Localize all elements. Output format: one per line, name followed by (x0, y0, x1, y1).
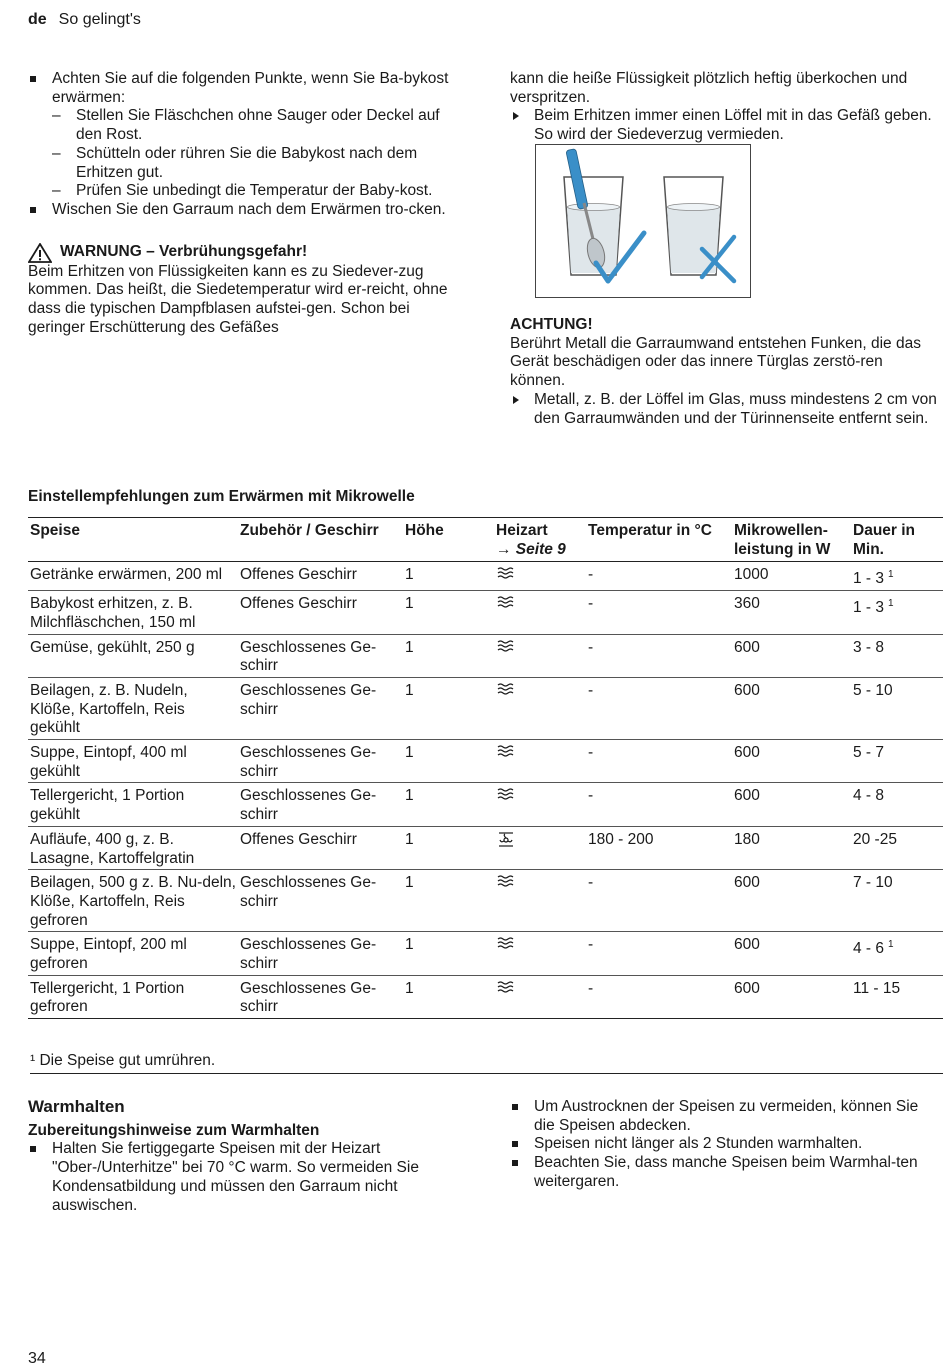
heating-cell (494, 740, 586, 783)
duration-cell (851, 975, 943, 1018)
duration-value: 4 - 6 (853, 940, 885, 958)
table-row (28, 783, 943, 826)
duration-cell (851, 783, 943, 826)
temp-cell: - (586, 932, 732, 975)
list-item: Metall, z. B. der Löffel im Glas, muss mindestens 2 cm von den Garraumwänden und der Türinnenseite entfernt sein. (510, 391, 942, 428)
illustration-svg (536, 145, 749, 296)
microwave-icon (496, 639, 518, 659)
list-item: – Schütteln oder rühren Sie die Babykost nach dem Erhitzen gut. (52, 145, 460, 182)
heating-cell (494, 826, 586, 869)
temp-cell: - (586, 562, 732, 591)
table-row (28, 932, 943, 975)
accessory-cell: Geschlossenes Ge-schirr (238, 932, 403, 975)
table-header-row (28, 518, 943, 562)
duration-cell (851, 826, 943, 869)
header-title: So gelingt's (58, 11, 141, 28)
dish-cell: Tellergericht, 1 Portion gefroren (28, 975, 238, 1018)
list-item: Halten Sie fertiggegarte Speisen mit der Heizart "Ober-/Unterhitze" bei 70 °C warm. So vermeiden Sie Kondensatbildung und müssen den Garraum nicht auswischen. (28, 1140, 460, 1215)
duration-value: 4 - 8 (853, 787, 885, 805)
dish-cell: Suppe, Eintopf, 200 ml gefroren (28, 932, 238, 975)
dish-cell: Getränke erwärmen, 200 ml (28, 562, 238, 591)
caution-text: Berührt Metall die Garraumwand entstehen Funken, die das Gerät beschädigen oder das innere Türglas zerstö-ren können. (510, 334, 921, 390)
footnote-marker: 1 (888, 939, 894, 951)
duration-cell (851, 591, 943, 634)
accessory-cell: Offenes Geschirr (238, 562, 403, 591)
duration-cell (851, 740, 943, 783)
power-cell: 360 (732, 591, 851, 634)
baby-food-list (28, 70, 460, 220)
dish-cell: Tellergericht, 1 Portion gekühlt (28, 783, 238, 826)
temp-cell: - (586, 740, 732, 783)
warning-action-list (510, 107, 942, 144)
list-item: Speisen nicht länger als 2 Stunden warmhalten. (510, 1135, 942, 1154)
list-item: – Stellen Sie Fläschchen ohne Sauger oder Deckel auf den Rost. (52, 107, 460, 144)
accessory-cell: Geschlossenes Ge-schirr (238, 783, 403, 826)
power-cell: 1000 (732, 562, 851, 591)
level-cell: 1 (403, 975, 494, 1018)
language-tag: de (28, 11, 47, 28)
level-cell: 1 (403, 562, 494, 591)
temp-cell: - (586, 870, 732, 932)
duration-cell (851, 870, 943, 932)
accessory-cell: Geschlossenes Ge-schirr (238, 975, 403, 1018)
heating-cell (494, 932, 586, 975)
accessory-cell: Geschlossenes Ge-schirr (238, 740, 403, 783)
list-item: – Prüfen Sie unbedingt die Temperatur der Baby-kost. (52, 182, 460, 201)
dish-cell: Beilagen, 500 g z. B. Nu-deln, Klöße, Kartoffeln, Reis gefroren (28, 870, 238, 932)
dish-cell: Beilagen, z. B. Nudeln, Klöße, Kartoffeln, Reis gekühlt (28, 677, 238, 739)
level-cell: 1 (403, 826, 494, 869)
warning-triangle-icon (28, 243, 52, 263)
level-cell: 1 (403, 870, 494, 932)
microwave-icon (496, 744, 518, 764)
table-row (28, 740, 943, 783)
heating-cell (494, 677, 586, 739)
warmhalten-list-left (28, 1140, 460, 1215)
col-header-duration: Dauer in Min. (851, 518, 943, 562)
table-body (28, 562, 943, 1019)
level-cell: 1 (403, 783, 494, 826)
heating-cell (494, 634, 586, 677)
duration-value: 5 - 10 (853, 681, 893, 699)
microwave-icon (496, 682, 518, 702)
table-footnote: ¹ Die Speise gut umrühren. (30, 1052, 943, 1074)
recommendation-table (28, 517, 943, 1019)
table-title: Einstellempfehlungen zum Erwärmen mit Mikrowelle (28, 488, 415, 505)
duration-cell (851, 562, 943, 591)
table-row (28, 634, 943, 677)
duration-cell (851, 634, 943, 677)
level-cell: 1 (403, 932, 494, 975)
col-header-heating: Heizart → Seite 9 (494, 518, 586, 562)
footnote-marker: 1 (888, 569, 894, 581)
power-cell: 600 (732, 783, 851, 826)
warmhalten-list-right (510, 1098, 942, 1192)
duration-value: 1 - 3 (853, 599, 885, 617)
power-cell: 600 (732, 677, 851, 739)
microwave-icon (496, 787, 518, 807)
table-row (28, 591, 943, 634)
heating-cell (494, 870, 586, 932)
dish-cell: Aufläufe, 400 g, z. B. Lasagne, Kartoffelgratin (28, 826, 238, 869)
power-cell: 600 (732, 870, 851, 932)
warmhalten-right (510, 1098, 942, 1192)
col-header-power: Mikrowellen-leistung in W (732, 518, 851, 562)
accessory-cell: Offenes Geschirr (238, 826, 403, 869)
level-cell: 1 (403, 634, 494, 677)
heating-cell (494, 783, 586, 826)
power-cell: 600 (732, 932, 851, 975)
microwave-icon (496, 595, 518, 615)
table-row (28, 870, 943, 932)
warning-text-continued: kann die heiße Flüssigkeit plötzlich heftig überkochen und verspritzen. (510, 70, 908, 106)
duration-value: 20 -25 (853, 830, 897, 848)
heating-cell (494, 591, 586, 634)
power-cell: 600 (732, 634, 851, 677)
microwave-icon (496, 936, 518, 956)
duration-value: 7 - 10 (853, 874, 893, 892)
dish-cell: Babykost erhitzen, z. B. Milchfläschchen, 150 ml (28, 591, 238, 634)
table-row (28, 826, 943, 869)
footnote-marker: 1 (888, 598, 894, 610)
section-title: Warmhalten (28, 1097, 125, 1116)
list-item: Achten Sie auf die folgenden Punkte, wenn Sie Ba-bykost erwärmen: – Stellen Sie Fläschchen ohne Sauger oder Deckel auf den Rost. – Schütteln oder rühren Sie die Babykost nach dem Erhitzen gut. – Prüfen Sie unbedingt die Temperatur der Baby-kost. (28, 70, 460, 201)
accessory-cell: Geschlossenes Ge-schirr (238, 870, 403, 932)
page-number: 34 (28, 1350, 46, 1367)
hotair-grill-icon (496, 831, 518, 853)
temp-cell: - (586, 591, 732, 634)
microwave-icon (496, 980, 518, 1000)
warning-block (28, 243, 460, 338)
caution-block (510, 316, 942, 428)
table-row (28, 562, 943, 591)
duration-value: 3 - 8 (853, 638, 885, 656)
duration-cell (851, 932, 943, 975)
temp-cell: - (586, 677, 732, 739)
accessory-cell: Offenes Geschirr (238, 591, 403, 634)
warning-text: Beim Erhitzen von Flüssigkeiten kann es zu Siedever-zug kommen. Das heißt, die Siedetemperatur wird er-reicht, ohne dass die typischen Dampfblasen aufstei-gen. Schon bei geringer Erschütterung des Gefäßes (28, 262, 448, 336)
right-column (510, 70, 942, 145)
caution-action-list (510, 391, 942, 428)
level-cell: 1 (403, 591, 494, 634)
dish-cell: Gemüse, gekühlt, 250 g (28, 634, 238, 677)
duration-value: 1 - 3 (853, 570, 885, 588)
list-item: Beim Erhitzen immer einen Löffel mit in das Gefäß geben. So wird der Siedeverzug vermieden. (510, 107, 942, 144)
temp-cell: 180 - 200 (586, 826, 732, 869)
table-row (28, 677, 943, 739)
duration-cell (851, 677, 943, 739)
page-reference-link[interactable]: → Seite 9 (496, 540, 566, 558)
col-header-accessory: Zubehör / Geschirr (238, 518, 403, 562)
page-header (28, 11, 141, 30)
warmhalten-left (28, 1098, 460, 1215)
accessory-cell: Geschlossenes Ge-schirr (238, 634, 403, 677)
glass-spoon-illustration (535, 144, 751, 298)
microwave-icon (496, 566, 518, 586)
accessory-cell: Geschlossenes Ge-schirr (238, 677, 403, 739)
duration-value: 5 - 7 (853, 744, 885, 762)
temp-cell: - (586, 783, 732, 826)
duration-value: 11 - 15 (853, 979, 901, 997)
section-subtitle: Zubereitungshinweise zum Warmhalten (28, 1121, 320, 1139)
level-cell: 1 (403, 740, 494, 783)
power-cell: 600 (732, 740, 851, 783)
heating-cell (494, 562, 586, 591)
col-header-level: Höhe (403, 518, 494, 562)
list-item: Um Austrocknen der Speisen zu vermeiden, können Sie die Speisen abdecken. (510, 1098, 942, 1135)
power-cell: 180 (732, 826, 851, 869)
microwave-icon (496, 874, 518, 894)
temp-cell: - (586, 975, 732, 1018)
list-item: Wischen Sie den Garraum nach dem Erwärmen tro-cken. (28, 201, 460, 220)
warning-title: WARNUNG – Verbrühungsgefahr! (28, 243, 460, 263)
table-row (28, 975, 943, 1018)
col-header-temp: Temperatur in °C (586, 518, 732, 562)
caution-title: ACHTUNG! (510, 316, 593, 333)
sub-list (52, 107, 460, 201)
dish-cell: Suppe, Eintopf, 400 ml gekühlt (28, 740, 238, 783)
temp-cell: - (586, 634, 732, 677)
col-header-dish: Speise (28, 518, 238, 562)
level-cell: 1 (403, 677, 494, 739)
list-item: Beachten Sie, dass manche Speisen beim Warmhal-ten weitergaren. (510, 1154, 942, 1191)
left-column (28, 70, 460, 337)
heating-cell (494, 975, 586, 1018)
power-cell: 600 (732, 975, 851, 1018)
